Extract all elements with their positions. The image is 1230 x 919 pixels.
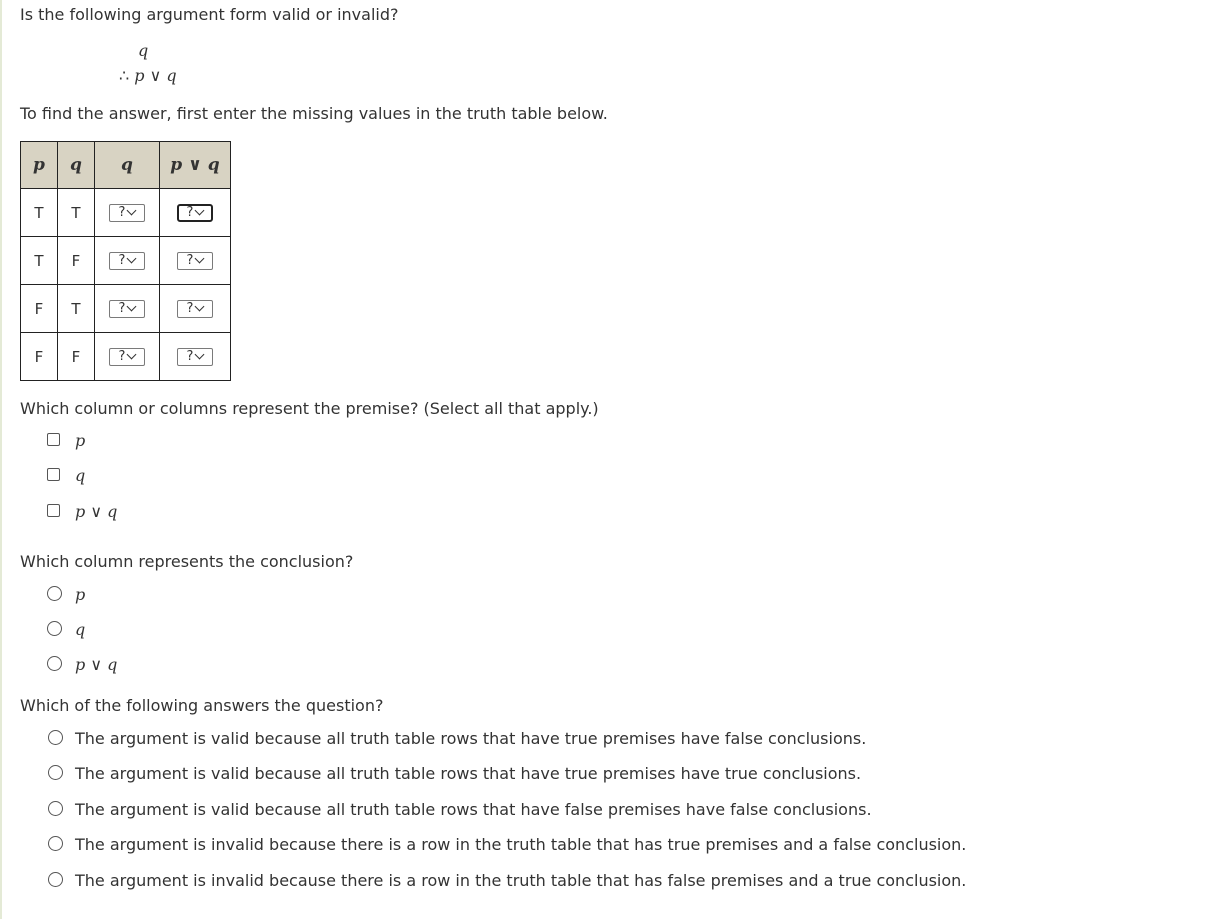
header-p-or-q: p ∨ q (160, 142, 231, 189)
answer-radio-1[interactable] (48, 730, 63, 745)
cell-q: F (58, 237, 95, 285)
answer-option-label: The argument is valid because all truth table rows that have true premises have false conclusions. (75, 729, 867, 748)
cell-porq-select (160, 333, 231, 381)
left-border (0, 0, 2, 919)
premise-checkbox-q[interactable] (47, 468, 60, 481)
cell-p: F (21, 285, 58, 333)
cell-q: T (58, 285, 95, 333)
argument-premise: q (138, 41, 149, 60)
conclusion-radio-q[interactable] (47, 621, 62, 636)
p-or-q-value-select[interactable]: ? (177, 252, 213, 270)
cell-q-select (95, 333, 160, 381)
instruction-text: To find the answer, first enter the missing values in the truth table below. (20, 104, 608, 123)
cell-p: T (21, 189, 58, 237)
question-text: Is the following argument form valid or invalid? (20, 5, 399, 24)
p-or-q-value-select[interactable]: ? (177, 204, 213, 222)
premise-question-prompt: Which column or columns represent the premise? (Select all that apply.) (20, 399, 599, 418)
chevron-down-icon (127, 206, 137, 216)
answer-radio-3[interactable] (48, 801, 63, 816)
chevron-down-icon (195, 302, 205, 312)
conclusion-option-label: q (75, 620, 86, 639)
answer-option-label: The argument is invalid because there is a row in the truth table that has true premises and a false conclusion. (75, 835, 967, 854)
p-or-q-value-select[interactable]: ? (177, 300, 213, 318)
conclusion-expression: p ∨ q (134, 66, 177, 85)
q-value-select[interactable]: ? (109, 348, 145, 366)
cell-p: T (21, 237, 58, 285)
table-header-row (21, 142, 231, 189)
premise-option-label: p ∨ q (75, 502, 118, 521)
header-q: q (58, 142, 95, 189)
q-value-select[interactable]: ? (109, 252, 145, 270)
answer-option-label: The argument is invalid because there is a row in the truth table that has false premises and a true conclusion. (75, 871, 967, 890)
truth-table (20, 141, 231, 381)
header-premise-q: q (95, 142, 160, 189)
cell-porq-select (160, 189, 231, 237)
cell-porq-select (160, 237, 231, 285)
table-row (21, 285, 231, 333)
cell-q: F (58, 333, 95, 381)
table-row (21, 189, 231, 237)
therefore-symbol: ∴ (119, 66, 130, 85)
premise-checkbox-p-or-q[interactable] (47, 504, 60, 517)
chevron-down-icon (127, 302, 137, 312)
conclusion-radio-p[interactable] (47, 586, 62, 601)
conclusion-question-prompt: Which column represents the conclusion? (20, 552, 354, 571)
conclusion-option-label: p (75, 585, 86, 604)
answer-radio-4[interactable] (48, 836, 63, 851)
q-value-select[interactable]: ? (109, 204, 145, 222)
p-or-q-value-select[interactable]: ? (177, 348, 213, 366)
answer-option-label: The argument is valid because all truth table rows that have false premises have false conclusions. (75, 800, 872, 819)
chevron-down-icon (127, 350, 137, 360)
chevron-down-icon (195, 350, 205, 360)
argument-conclusion (119, 66, 177, 85)
table-row (21, 237, 231, 285)
cell-q-select (95, 237, 160, 285)
header-p: p (21, 142, 58, 189)
answer-question-prompt: Which of the following answers the question? (20, 696, 384, 715)
answer-option-label: The argument is valid because all truth table rows that have true premises have true conclusions. (75, 764, 862, 783)
table-row (21, 333, 231, 381)
q-value-select[interactable]: ? (109, 300, 145, 318)
premise-option-label: p (75, 431, 86, 450)
answer-radio-2[interactable] (48, 765, 63, 780)
chevron-down-icon (127, 254, 137, 264)
premise-option-label: q (75, 466, 86, 485)
conclusion-radio-p-or-q[interactable] (47, 656, 62, 671)
cell-porq-select (160, 285, 231, 333)
answer-radio-5[interactable] (48, 872, 63, 887)
cell-q: T (58, 189, 95, 237)
cell-q-select (95, 285, 160, 333)
conclusion-option-label: p ∨ q (75, 655, 118, 674)
chevron-down-icon (195, 254, 205, 264)
cell-q-select (95, 189, 160, 237)
cell-p: F (21, 333, 58, 381)
chevron-down-icon (195, 206, 205, 216)
premise-checkbox-p[interactable] (47, 433, 60, 446)
